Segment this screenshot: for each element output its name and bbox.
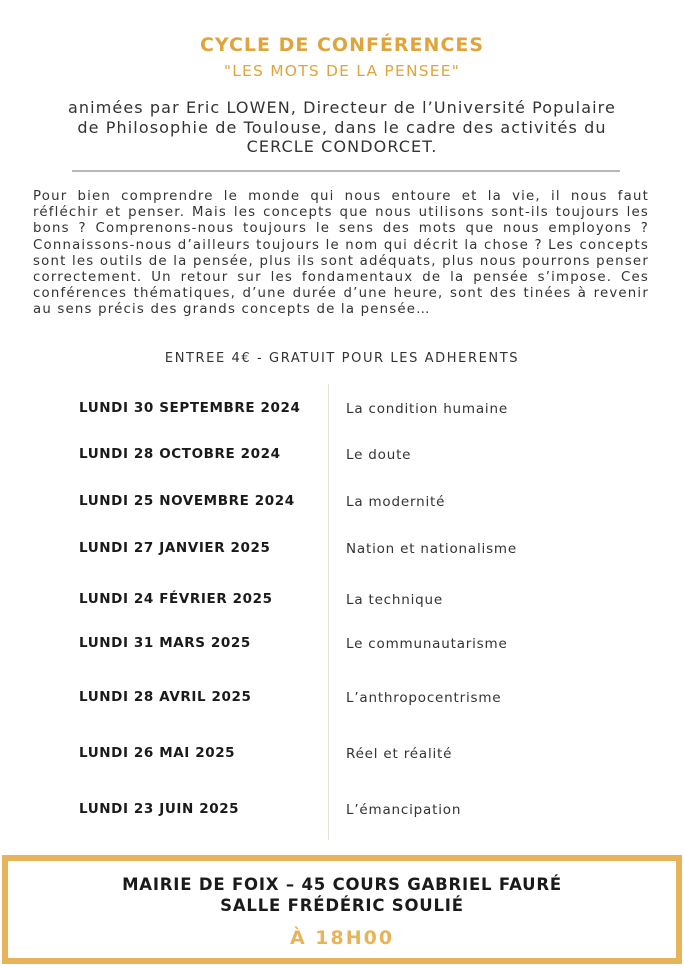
schedule-row — [0, 689, 684, 711]
page-subtitle: "LES MOTS DE LA PENSEE" — [223, 62, 461, 80]
schedule-topic: La modernité — [346, 494, 446, 510]
intro-line: animées par Eric LOWEN, Directeur de l’Université Populaire — [68, 98, 616, 117]
intro-paragraph — [20, 98, 664, 157]
venue-time: À 18H00 — [289, 927, 395, 949]
schedule-date: LUNDI 30 SEPTEMBRE 2024 — [79, 400, 301, 416]
schedule-topic: L’anthropocentrisme — [346, 690, 502, 706]
schedule-date: LUNDI 27 JANVIER 2025 — [79, 540, 271, 556]
venue-address: MAIRIE DE FOIX – 45 COURS GABRIEL FAURÉ — [122, 875, 562, 894]
schedule-topic: L’émancipation — [346, 802, 462, 818]
divider — [72, 170, 620, 172]
schedule-date: LUNDI 28 OCTOBRE 2024 — [79, 446, 281, 462]
intro-line: CERCLE CONDORCET. — [246, 137, 438, 156]
schedule-date: LUNDI 24 FÉVRIER 2025 — [79, 591, 273, 607]
schedule-row — [0, 801, 684, 823]
schedule-row — [0, 745, 684, 767]
schedule-topic: Le communautarisme — [346, 636, 508, 652]
schedule-topic: La technique — [346, 592, 444, 608]
schedule-row — [0, 400, 684, 422]
schedule-topic: Nation et nationalisme — [346, 541, 517, 557]
venue-room: SALLE FRÉDÉRIC SOULIÉ — [220, 896, 464, 915]
schedule-row — [0, 446, 684, 468]
schedule-date: LUNDI 31 MARS 2025 — [79, 635, 251, 651]
schedule-topic: Réel et réalité — [346, 746, 453, 762]
schedule-row — [0, 635, 684, 657]
schedule-row — [0, 493, 684, 515]
schedule-topic: Le doute — [346, 447, 412, 463]
page-title: CYCLE DE CONFÉRENCES — [199, 34, 485, 56]
description-paragraph: Pour bien comprendre le monde qui nous entoure et la vie, il nous faut réfléchir et penser. Mais les concepts que nous utilisons sont-ils toujours les bons ? Comprenons-nous toujours le sens des mots que nous employons ? Connaissons-nous d’ailleurs toujours le nom qui décrit la chose ? Les concepts sont les outils de la pensée, plus ils sont adéquats, plus nous pourrons penser correctement. Un retour sur les fondamentaux de la pensée s’impose. Ces conférences thématiques, d’une durée d’une heure, sont des tinées à revenir au sens précis des grands concepts de la pensée… — [33, 189, 649, 318]
schedule-row — [0, 540, 684, 562]
schedule-row — [0, 591, 684, 613]
schedule-date: LUNDI 25 NOVEMBRE 2024 — [79, 493, 295, 509]
intro-line: de Philosophie de Toulouse, dans le cadre des activités du — [77, 117, 607, 137]
price-info: ENTREE 4€ - GRATUIT POUR LES ADHERENTS — [164, 351, 520, 366]
schedule-date: LUNDI 28 AVRIL 2025 — [79, 689, 252, 705]
schedule-date: LUNDI 23 JUIN 2025 — [79, 801, 240, 817]
schedule-date: LUNDI 26 MAI 2025 — [79, 745, 236, 761]
schedule-topic: La condition humaine — [346, 401, 508, 417]
venue-box — [2, 855, 682, 964]
